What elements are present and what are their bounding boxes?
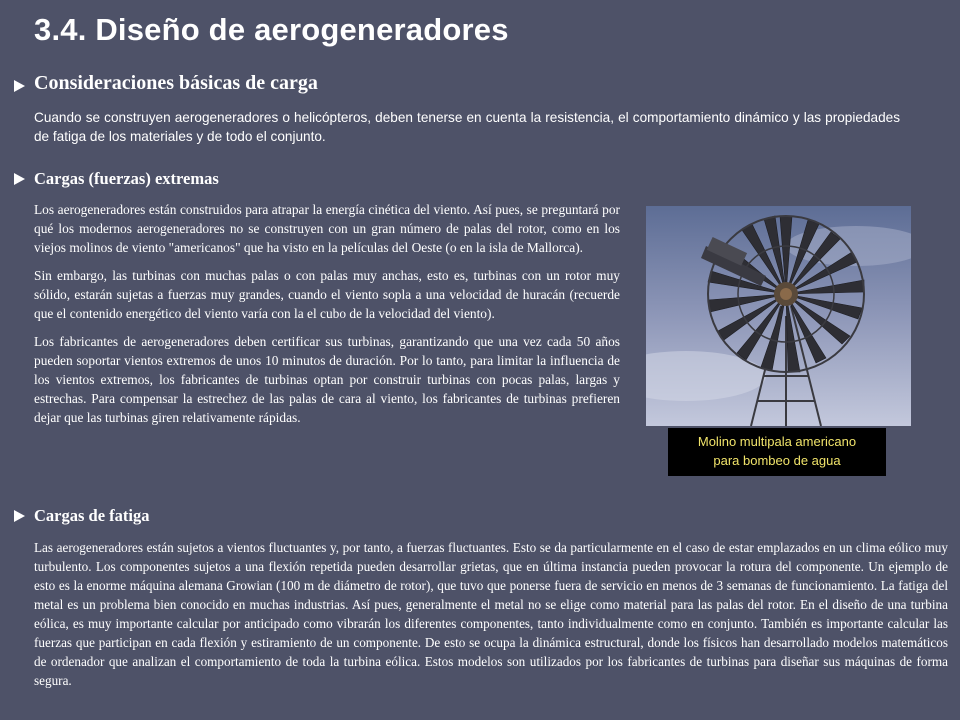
caption-line: para bombeo de agua bbox=[713, 453, 841, 468]
slide-title: 3.4. Diseño de aerogeneradores bbox=[34, 12, 509, 47]
bullet-icon bbox=[14, 173, 25, 185]
extremas-heading: Cargas (fuerzas) extremas bbox=[34, 169, 219, 188]
caption-line: Molino multipala americano bbox=[697, 434, 857, 449]
extremas-text bbox=[34, 200, 620, 436]
intro-paragraph: Cuando se construyen aerogeneradores o helicópteros, deben tenerse en cuenta la resistencia, el comportamiento dinámico y las propiedades de fatiga de los materiales y de todo el conjunto. bbox=[34, 110, 900, 144]
extremas-paragraph: Sin embargo, las turbinas con muchas palas o con palas muy anchas, esto es, turbinas con un rotor muy sólido, estarán sujetas a fuerzas muy grandes, cuando el viento sopla a una velocidad de huracán (recuerde que el contenido energético del viento varía con la el cubo de la velocidad del viento). bbox=[34, 268, 620, 321]
extremas-paragraph: Los fabricantes de aerogeneradores deben certificar sus turbinas, garantizando que una vez cada 50 años pueden soportar vientos extremos de unos 10 minutos de duración. Por lo tanto, para limitar la influencia de los vientos extremos, los fabricantes de turbinas optan por construir turbinas con pocas palas, largas y estrechas. Para compensar la estrechez de las palas de cara al viento, los fabricantes de turbinas prefieren dejar que las turbinas giren relativamente rápidas. bbox=[34, 334, 620, 425]
section-heading: Consideraciones básicas de carga bbox=[34, 72, 318, 94]
extremas-paragraph: Los aerogeneradores están construidos para atrapar la energía cinética del viento. Así pues, se preguntará por qué los modernos aerogeneradores no se construyen con un gran número de palas del rotor, como en los viejos molinos de viento "americanos" que ha visto en la películas del Oeste (o en la isla de Mallorca). bbox=[34, 202, 620, 255]
figure-caption bbox=[668, 428, 886, 476]
windmill-photo bbox=[646, 206, 911, 426]
fatiga-paragraph: Las aerogeneradores están sujetos a vientos fluctuantes y, por tanto, a fuerzas fluctuantes. Esto se da particularmente en el caso de estar emplazados en un clima eólico muy turbulento. Los componentes sujetos a una flexión repetida pueden desarrollar grietas, que en última instancia pueden provocar la rotura del componente. Un ejemplo de esto es la enorme máquina alemana Growian (100 m de diámetro de rotor), que tuvo que ponerse fuera de servicio en menos de 3 semanas de funcionamiento. La fatiga del metal es un problema bien conocido en muchas industrias. Así pues, generalmente el metal no se elige como material para las palas del rotor. En el diseño de una turbina eólica, es muy importante calcular por anticipado como vibrarán los diferentes componentes, tanto individualmente como en conjunto. También es importante calcular las fuerzas que participan en cada flexión y estiramiento de un componente. De esto se ocupa la dinámica estructural, donde los físicos han desarrollado modelos matemáticos de ordenador que analizan el comportamiento de toda la turbina eólica. Estos modelos son utilizados por los fabricantes de turbinas para diseñar sus máquinas de forma segura. bbox=[34, 540, 948, 688]
bullet-icon bbox=[14, 510, 25, 522]
bullet-icon bbox=[14, 80, 25, 92]
fatiga-heading: Cargas de fatiga bbox=[34, 506, 150, 525]
